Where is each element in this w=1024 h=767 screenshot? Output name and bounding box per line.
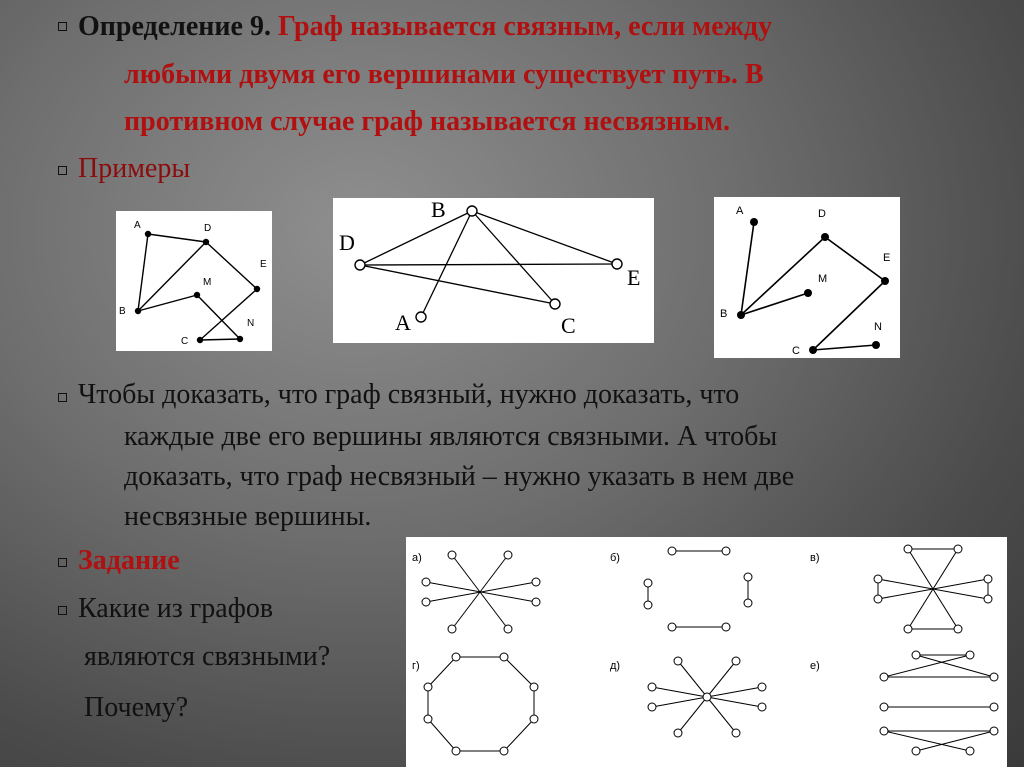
graph3-label-a: A (736, 205, 744, 217)
task-graph-label-d: д) (610, 660, 621, 672)
graph1-label-n: N (247, 318, 255, 329)
proof-line-3: доказать, что граф несвязный – нужно указать в нем две (124, 461, 795, 492)
graph1-label-m: M (203, 277, 212, 288)
graph3-label-n: N (874, 321, 882, 333)
task-line-2: являются связными? (84, 641, 331, 672)
graph-2-svg (333, 198, 654, 343)
graph3-label-m: M (818, 273, 828, 285)
task-heading: Задание (78, 545, 180, 576)
example-graph-2 (333, 198, 654, 343)
proof-bullet (58, 393, 67, 402)
graph2-label-a: A (395, 310, 411, 335)
task-graph-label-e: е) (810, 660, 820, 672)
proof-line-2: каждые две его вершины являются связными. А чтобы (124, 421, 778, 452)
definition-text-1: Граф называется связным, если между (277, 11, 773, 42)
examples-heading: Примеры (78, 153, 191, 184)
graph1-label-d: D (204, 223, 212, 234)
task-line-3: Почему? (84, 692, 189, 723)
task-question-bullet (58, 606, 67, 615)
graph1-label-b: B (119, 306, 126, 317)
graph2-label-d: D (339, 230, 355, 255)
task-graph-label-v: в) (810, 552, 820, 564)
graph3-label-d: D (818, 208, 826, 220)
graph-1-svg (116, 211, 272, 351)
task-line-1: Какие из графов (78, 593, 274, 624)
example-graph-3 (714, 197, 900, 358)
graph2-label-e: E (627, 265, 641, 290)
task-graph-label-g: г) (412, 660, 420, 672)
definition-label: Определение 9. (78, 11, 271, 42)
graph3-label-b: B (720, 308, 728, 320)
proof-line-1: Чтобы доказать, что граф связный, нужно доказать, что (78, 379, 740, 410)
examples-bullet (58, 166, 67, 175)
graph1-label-e: E (260, 259, 267, 270)
task-graph-label-a: а) (412, 552, 422, 564)
graph3-label-c: C (792, 345, 800, 357)
graph3-label-e: E (883, 252, 891, 264)
graph1-label-a: A (134, 220, 141, 231)
definition-line-1 (78, 10, 772, 44)
graph2-label-b: B (431, 198, 446, 222)
graph1-label-c: C (181, 336, 189, 347)
task-graphs-panel (406, 537, 1007, 767)
definition-bullet (58, 22, 67, 31)
task-graph-label-b: б) (610, 552, 620, 564)
graph2-label-c: C (561, 313, 576, 338)
task-graphs-svg (406, 537, 1007, 767)
proof-line-4: несвязные вершины. (124, 501, 372, 532)
example-graph-1 (116, 211, 272, 351)
task-heading-bullet (58, 558, 67, 567)
graph-3-svg (714, 197, 900, 358)
definition-line-2: любыми двумя его вершинами существует путь. В (124, 59, 764, 90)
definition-line-3: противном случае граф называется несвязным. (124, 106, 731, 137)
